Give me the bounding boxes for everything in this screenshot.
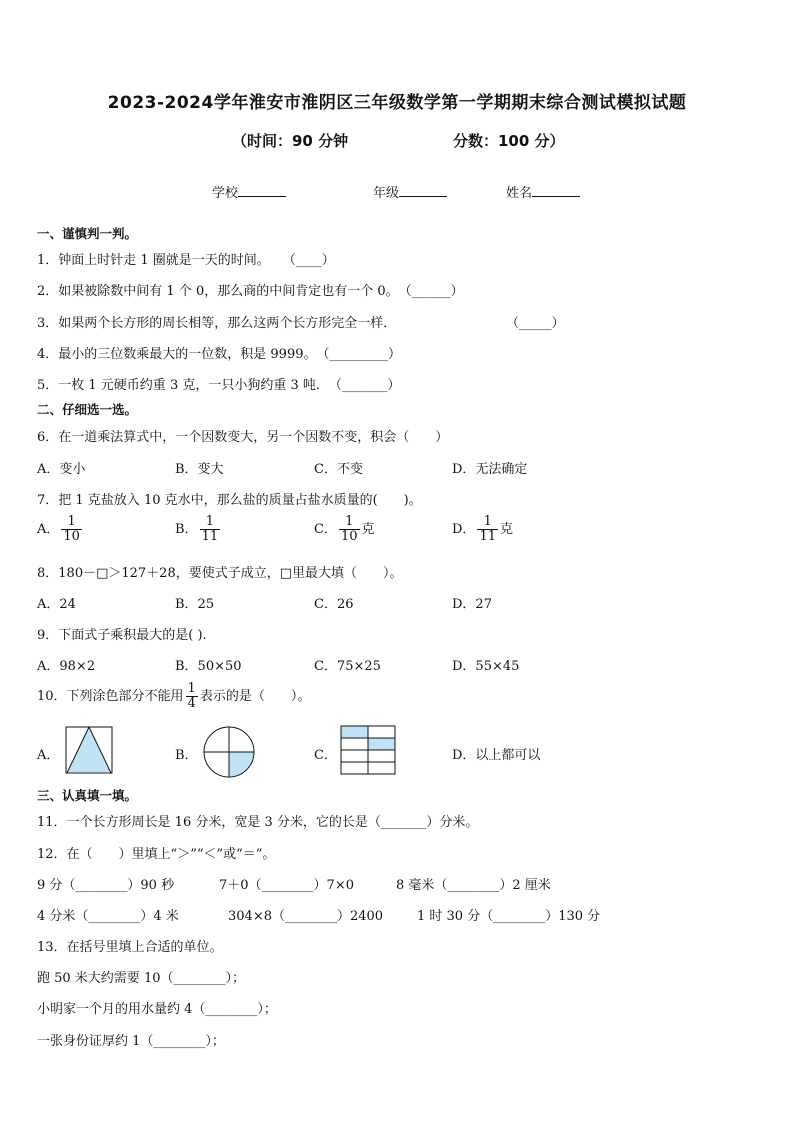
q13-line-3: 一张身份证厚约 1（________）；	[37, 1034, 225, 1049]
grade-label: 年级	[373, 186, 400, 201]
q6-option-b[interactable]: B．变大	[175, 462, 224, 477]
q12-item-6: 1 时 30 分（________）130 分	[417, 909, 601, 924]
q7-a-fraction	[61, 515, 82, 544]
question-3: 3．如果两个长方形的周长相等，那么这两个长方形完全一样．	[37, 316, 397, 331]
q9-option-a[interactable]: A．98×2	[37, 659, 96, 674]
q7-c-unit: 克	[361, 522, 375, 537]
q13-line-2: 小明家一个月的用水量约 4（________）；	[37, 1002, 277, 1017]
question-4: 4．最小的三位数乘最大的一位数，积是 9999。 （_________）	[37, 347, 401, 362]
q12-item-4: 4 分米（________）4 米	[37, 909, 179, 924]
q7-d-fraction	[477, 515, 498, 544]
q7-d-denominator: 11	[479, 529, 496, 544]
q7-b-fraction	[200, 515, 221, 544]
q7-b-label: B．	[175, 522, 198, 537]
q10-figure-b	[202, 725, 256, 779]
q7-c-label: C．	[314, 522, 337, 537]
page-title: 2023-2024学年淮安市淮阴区三年级数学第一学期期末综合测试模拟试题	[107, 93, 687, 113]
question-2: 2．如果被除数中间有 1 个 0，那么商的中间肯定也有一个 0。 （______）	[37, 284, 464, 299]
question-5: 5．一枚 1 元硬币约重 3 克，一只小狗约重 3 吨． （_______）	[37, 378, 401, 393]
question-10-stem	[37, 682, 310, 711]
q7-c-numerator: 1	[345, 514, 354, 529]
question-8-stem: 8．180－□＞127＋28，要使式子成立，□里最大填（ ）。	[37, 566, 403, 581]
school-blank[interactable]	[238, 184, 286, 197]
q7-d-label: D．	[452, 522, 476, 537]
q10-option-d[interactable]: D．以上都可以	[452, 748, 541, 763]
q12-item-2: 7＋0（________）7×0	[219, 878, 354, 893]
q10-stem-pre: 10．下列涂色部分不能用	[37, 689, 184, 704]
q7-option-d[interactable]	[452, 515, 513, 544]
q7-option-b[interactable]	[175, 515, 222, 544]
q8-option-a[interactable]: A．24	[37, 597, 76, 612]
q12-item-3: 8 毫米（________）2 厘米	[396, 878, 551, 893]
q7-d-unit: 克	[499, 522, 513, 537]
name-blank[interactable]	[532, 184, 580, 197]
section-2-heading: 二、仔细选一选。	[37, 402, 138, 417]
section-1-heading: 一、谨慎判一判。	[37, 226, 138, 241]
q13-line-1: 跑 50 米大约需要 10（________）；	[37, 971, 245, 986]
q8-option-b[interactable]: B．25	[175, 597, 215, 612]
question-13-stem: 13．在括号里填上合适的单位。	[37, 940, 223, 955]
q7-b-numerator: 1	[205, 514, 214, 529]
question-9-stem: 9．下面式子乘积最大的是( ).	[37, 628, 207, 643]
q12-item-1: 9 分（________）90 秒	[37, 878, 175, 893]
name-field	[506, 182, 580, 201]
q8-option-d[interactable]: D．27	[452, 597, 492, 612]
q7-b-denominator: 11	[201, 529, 219, 544]
q10-option-c-label[interactable]: C．	[314, 748, 337, 763]
name-label: 姓名	[506, 186, 533, 201]
q9-option-c[interactable]: C．75×25	[314, 659, 381, 674]
question-6-stem: 6．在一道乘法算式中，一个因数变大，另一个因数不变，积会（ ）	[37, 430, 449, 445]
q10-figure-a	[65, 726, 113, 774]
question-3-blank: （_____）	[506, 316, 565, 331]
q10-option-b-label[interactable]: B．	[175, 748, 198, 763]
q10-option-a-label[interactable]: A．	[37, 748, 60, 763]
q6-option-a[interactable]: A．变小	[37, 462, 86, 477]
q9-option-d[interactable]: D．55×45	[452, 659, 520, 674]
q6-option-d[interactable]: D．无法确定	[452, 462, 528, 477]
question-11: 11．一个长方形周长是 16 分米，宽是 3 分米，它的长是（_______）分米。	[37, 815, 479, 830]
question-7-stem: 7．把 1 克盐放入 10 克水中，那么盐的质量占盐水质量的( )。	[37, 493, 422, 508]
exam-score: 分数：100 分）	[453, 132, 565, 150]
q7-a-label: A．	[37, 522, 60, 537]
q8-option-c[interactable]: C．26	[314, 597, 354, 612]
q12-item-5: 304×8（________）2400	[228, 909, 384, 924]
q10-fraction	[186, 682, 198, 711]
school-label: 学校	[212, 186, 239, 201]
q10-c-shaded-cell-2	[368, 738, 395, 750]
q7-c-denominator: 10	[340, 529, 358, 544]
q7-option-a[interactable]	[37, 515, 84, 544]
q10-numerator: 1	[187, 681, 196, 696]
q10-stem-post: 表示的是（ ）。	[199, 689, 311, 704]
q10-a-shaded-triangle	[67, 728, 111, 772]
q7-c-fraction	[339, 515, 360, 544]
q10-denominator: 4	[187, 696, 196, 711]
exam-time: （时间：90 分钟	[232, 132, 349, 150]
q7-a-denominator: 10	[63, 529, 80, 544]
q9-option-b[interactable]: B．50×50	[175, 659, 242, 674]
question-1: 1．钟面上时针走 1 圈就是一天的时间。 （____）	[37, 253, 335, 268]
q7-a-numerator: 1	[67, 514, 76, 529]
q7-option-c[interactable]	[314, 515, 375, 544]
question-12-stem: 12．在（ ）里填上“＞”“＜”或“＝”。	[37, 847, 276, 862]
q6-option-c[interactable]: C．不变	[314, 462, 363, 477]
grade-blank[interactable]	[399, 184, 447, 197]
section-3-heading: 三、认真填一填。	[37, 788, 138, 803]
school-field	[212, 182, 286, 201]
q10-figure-c	[340, 725, 396, 775]
q10-c-shaded-cell-1	[341, 726, 368, 738]
grade-field	[373, 182, 447, 201]
q7-d-numerator: 1	[483, 514, 492, 529]
